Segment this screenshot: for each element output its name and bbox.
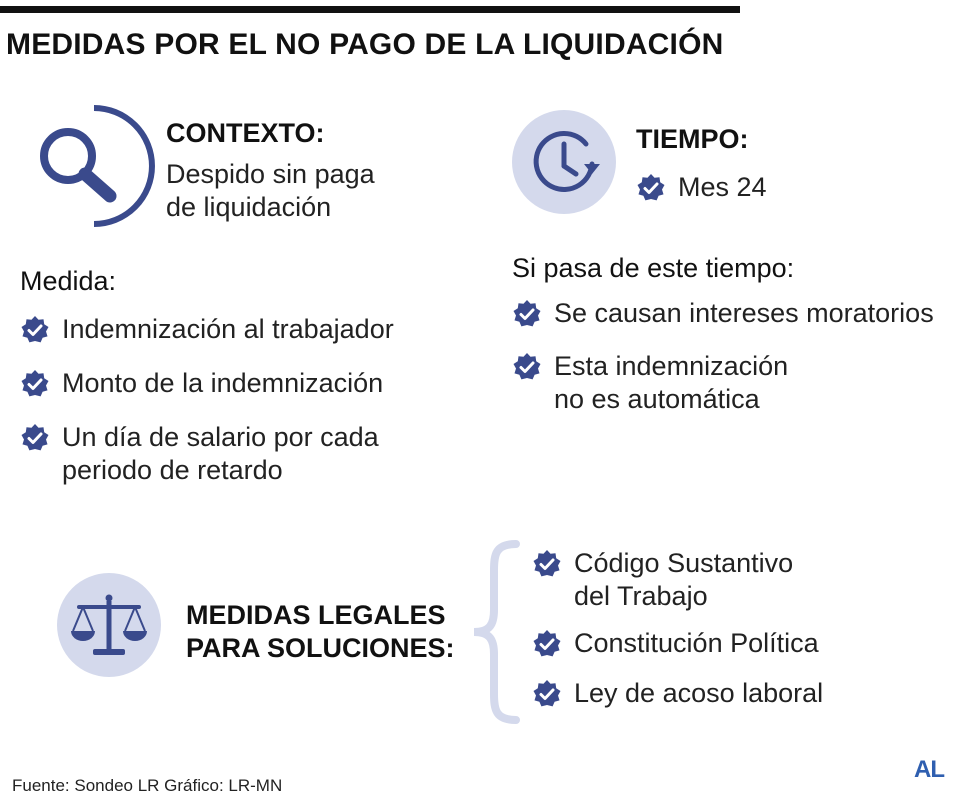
medida-item-label xyxy=(62,421,379,487)
check-badge-icon xyxy=(532,629,562,659)
legales-item xyxy=(532,627,819,660)
legales-item xyxy=(532,677,823,710)
check-badge-icon xyxy=(20,369,50,399)
medida-item xyxy=(20,313,394,346)
legales-item xyxy=(532,547,793,613)
medida-item xyxy=(20,421,379,487)
brand-logo: AL xyxy=(914,756,944,783)
legales-item-label: Constitución Política xyxy=(574,628,819,658)
si-pasa-item-label xyxy=(554,350,788,416)
brace xyxy=(466,540,522,724)
medida-item-line1: Un día de salario por cada xyxy=(62,422,379,452)
clock-icon xyxy=(512,110,616,214)
check-badge-icon xyxy=(532,679,562,709)
si-pasa-item xyxy=(512,297,934,330)
page-title: MEDIDAS POR EL NO PAGO DE LA LIQUIDACIÓN xyxy=(6,28,724,61)
medida-heading: Medida: xyxy=(20,266,117,296)
legales-item-label: Ley de acoso laboral xyxy=(574,678,824,708)
search-icon xyxy=(36,104,156,228)
check-badge-icon xyxy=(512,299,542,329)
check-badge-icon xyxy=(20,315,50,345)
legales-item-label xyxy=(574,547,793,613)
contexto-heading: CONTEXTO: xyxy=(166,118,325,148)
check-badge-icon xyxy=(20,423,50,453)
legales-heading xyxy=(186,599,455,665)
si-pasa-item-line1: Esta indemnización xyxy=(554,351,789,381)
top-rule xyxy=(0,6,740,13)
contexto-text xyxy=(166,158,375,224)
legales-item-line1: Código Sustantivo xyxy=(574,548,794,578)
tiempo-item xyxy=(636,171,767,204)
check-badge-icon xyxy=(512,352,542,382)
tiempo-heading: TIEMPO: xyxy=(636,124,749,154)
scales-icon xyxy=(57,573,161,677)
si-pasa-item-line2: no es automática xyxy=(554,384,760,414)
medida-item-line2: periodo de retardo xyxy=(62,455,283,485)
check-badge-icon xyxy=(532,549,562,579)
legales-heading-line1: MEDIDAS LEGALES xyxy=(186,600,446,630)
si-pasa-heading: Si pasa de este tiempo: xyxy=(512,253,795,283)
legales-heading-line2: PARA SOLUCIONES: xyxy=(186,633,455,663)
si-pasa-item xyxy=(512,350,788,416)
legales-item-line2: del Trabajo xyxy=(574,581,708,611)
medida-item-label: Monto de la indemnización xyxy=(62,368,384,398)
medida-item xyxy=(20,367,383,400)
footer-source: Fuente: Sondeo LR Gráfico: LR-MN xyxy=(12,776,283,795)
contexto-text-line1: Despido sin paga xyxy=(166,159,375,189)
si-pasa-item-label: Se causan intereses moratorios xyxy=(554,298,934,328)
tiempo-item-label: Mes 24 xyxy=(678,172,767,202)
contexto-text-line2: de liquidación xyxy=(166,192,332,222)
check-badge-icon xyxy=(636,173,666,203)
medida-item-label: Indemnización al trabajador xyxy=(62,314,394,344)
